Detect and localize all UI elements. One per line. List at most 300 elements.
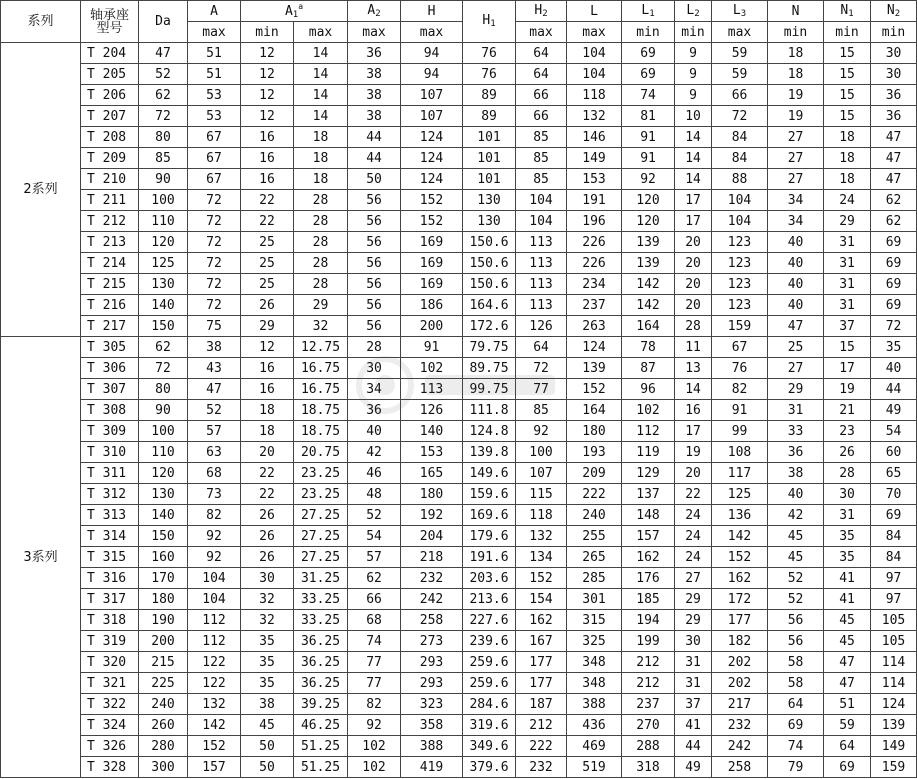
housing-model-cell: T 328 [81, 757, 139, 778]
dimension-cell: 142 [712, 526, 768, 547]
dimension-cell: 29 [675, 589, 712, 610]
header-l2-subscript: 2 [694, 8, 700, 19]
housing-model-cell: T 216 [81, 295, 139, 316]
dimension-cell: 177 [516, 652, 567, 673]
dimension-cell: 142 [622, 274, 675, 295]
dimension-cell: 74 [622, 85, 675, 106]
dimension-cell: 142 [188, 715, 241, 736]
table-row [1, 442, 917, 463]
dimension-cell: 270 [622, 715, 675, 736]
dimension-cell: 22 [675, 484, 712, 505]
dimension-cell: 139.8 [463, 442, 516, 463]
dimension-cell: 62 [871, 211, 917, 232]
dimension-cell: 101 [463, 169, 516, 190]
dimension-cell: 72 [139, 106, 188, 127]
dimension-cell: 27.25 [294, 547, 348, 568]
header-a2-letter: A [367, 2, 376, 18]
dimension-cell: 16.75 [294, 379, 348, 400]
dimension-cell: 242 [401, 589, 463, 610]
dimension-cell: 56 [348, 295, 401, 316]
dimension-cell: 38 [348, 106, 401, 127]
dimension-cell: 25 [768, 337, 824, 358]
dimension-cell: 419 [401, 757, 463, 778]
dimension-cell: 24 [824, 190, 871, 211]
dimension-cell: 26 [241, 526, 294, 547]
dimension-cell: 62 [139, 85, 188, 106]
table-row [1, 148, 917, 169]
dimension-cell: 134 [516, 547, 567, 568]
housing-model-cell: T 322 [81, 694, 139, 715]
header-h2 [516, 1, 567, 22]
dimension-cell: 119 [622, 442, 675, 463]
dimension-cell: 152 [401, 190, 463, 211]
dimension-cell: 150.6 [463, 232, 516, 253]
dimension-cell: 232 [401, 568, 463, 589]
dimension-cell: 42 [768, 505, 824, 526]
dimension-cell: 117 [712, 463, 768, 484]
dimension-cell: 104 [712, 211, 768, 232]
dimension-cell: 26 [241, 505, 294, 526]
dimension-cell: 38 [241, 694, 294, 715]
dimension-cell: 56 [348, 253, 401, 274]
dimension-cell: 97 [871, 589, 917, 610]
dimension-cell: 36 [871, 85, 917, 106]
header-housing-model [81, 1, 139, 43]
dimension-cell: 36 [348, 43, 401, 64]
housing-model-cell: T 210 [81, 169, 139, 190]
dimension-cell: 28 [294, 211, 348, 232]
dimension-cell: 69 [871, 232, 917, 253]
dimension-cell: 150 [139, 526, 188, 547]
dimension-cell: 56 [768, 631, 824, 652]
dimension-cell: 258 [401, 610, 463, 631]
dimension-cell: 72 [712, 106, 768, 127]
dimension-cell: 152 [516, 568, 567, 589]
dimension-cell: 263 [567, 316, 622, 337]
header-l3-letter: L [732, 2, 741, 18]
dimension-cell: 348 [567, 652, 622, 673]
header-l1-letter: L [641, 2, 650, 18]
dimension-cell: 69 [871, 253, 917, 274]
dimension-cell: 379.6 [463, 757, 516, 778]
housing-model-cell: T 321 [81, 673, 139, 694]
dimension-cell: 124 [567, 337, 622, 358]
dimension-cell: 159 [712, 316, 768, 337]
dimension-cell: 159 [871, 757, 917, 778]
dimension-cell: 18 [294, 127, 348, 148]
dimension-cell: 85 [139, 148, 188, 169]
dimension-cell: 31 [675, 673, 712, 694]
header-n1-min: min [824, 22, 871, 43]
header-n2-min: min [871, 22, 917, 43]
table-row [1, 379, 917, 400]
dimension-cell: 30 [675, 631, 712, 652]
table-row [1, 358, 917, 379]
dimension-cell: 24 [675, 547, 712, 568]
dimension-cell: 113 [516, 232, 567, 253]
dimension-cell: 27 [768, 169, 824, 190]
dimension-cell: 68 [348, 610, 401, 631]
dimension-cell: 28 [294, 190, 348, 211]
dimension-cell: 150.6 [463, 274, 516, 295]
dimension-cell: 56 [348, 211, 401, 232]
housing-model-cell: T 309 [81, 421, 139, 442]
dimension-cell: 90 [139, 169, 188, 190]
dimension-cell: 124 [871, 694, 917, 715]
dimension-cell: 51.25 [294, 736, 348, 757]
header-a1 [241, 1, 348, 22]
dimension-cell: 70 [871, 484, 917, 505]
dimension-cell: 85 [516, 400, 567, 421]
header-l1 [622, 1, 675, 22]
dimension-cell: 237 [567, 295, 622, 316]
table-row [1, 295, 917, 316]
dimension-cell: 31 [824, 232, 871, 253]
dimension-cell: 56 [768, 610, 824, 631]
housing-model-cell: T 305 [81, 337, 139, 358]
dimension-cell: 157 [622, 526, 675, 547]
dimension-cell: 212 [516, 715, 567, 736]
dimension-cell: 27 [768, 148, 824, 169]
dimension-cell: 240 [567, 505, 622, 526]
dimension-cell: 319.6 [463, 715, 516, 736]
dimension-cell: 67 [188, 148, 241, 169]
dimension-cell: 200 [139, 631, 188, 652]
dimension-cell: 28 [348, 337, 401, 358]
header-l-max: max [567, 22, 622, 43]
dimension-cell: 82 [188, 505, 241, 526]
header-h1-subscript: 1 [490, 19, 496, 29]
dimension-cell: 30 [871, 64, 917, 85]
dimension-cell: 36.25 [294, 652, 348, 673]
dimension-cell: 150.6 [463, 253, 516, 274]
header-h2-letter: H [534, 2, 543, 18]
dimension-cell: 73 [188, 484, 241, 505]
dimension-cell: 115 [516, 484, 567, 505]
dimension-cell: 29 [294, 295, 348, 316]
dimension-cell: 217 [712, 694, 768, 715]
header-n2 [871, 1, 917, 22]
dimension-cell: 10 [675, 106, 712, 127]
dimension-cell: 72 [188, 232, 241, 253]
dimension-cell: 185 [622, 589, 675, 610]
dimension-cell: 28 [294, 274, 348, 295]
dimension-cell: 152 [567, 379, 622, 400]
dimension-cell: 225 [139, 673, 188, 694]
dimension-cell: 16 [241, 379, 294, 400]
dimension-cell: 137 [622, 484, 675, 505]
dimension-cell: 218 [401, 547, 463, 568]
housing-model-cell: T 208 [81, 127, 139, 148]
dimension-cell: 69 [871, 295, 917, 316]
dimension-cell: 18 [824, 148, 871, 169]
dimension-cell: 66 [712, 85, 768, 106]
dimension-cell: 110 [139, 442, 188, 463]
dimension-cell: 436 [567, 715, 622, 736]
table-row [1, 337, 917, 358]
dimension-cell: 40 [348, 421, 401, 442]
dimension-cell: 12.75 [294, 337, 348, 358]
dimension-cell: 60 [871, 442, 917, 463]
dimension-cell: 25 [241, 253, 294, 274]
dimension-cell: 18 [241, 400, 294, 421]
dimension-cell: 36 [768, 442, 824, 463]
dimension-cell: 66 [348, 589, 401, 610]
dimension-cell: 53 [188, 106, 241, 127]
dimension-cell: 92 [348, 715, 401, 736]
housing-model-cell: T 319 [81, 631, 139, 652]
housing-model-cell: T 314 [81, 526, 139, 547]
dimension-cell: 30 [241, 568, 294, 589]
dimension-cell: 152 [188, 736, 241, 757]
dimension-cell: 40 [768, 274, 824, 295]
dimension-cell: 190 [139, 610, 188, 631]
dimension-cell: 130 [463, 190, 516, 211]
dimension-cell: 104 [188, 568, 241, 589]
dimension-cell: 72 [188, 274, 241, 295]
table-row [1, 547, 917, 568]
dimension-cell: 84 [871, 526, 917, 547]
header-n-min: min [768, 22, 824, 43]
dimension-cell: 45 [768, 526, 824, 547]
dimension-cell: 114 [871, 673, 917, 694]
dimension-cell: 34 [768, 190, 824, 211]
dimension-cell: 18 [824, 169, 871, 190]
dimension-cell: 17 [675, 421, 712, 442]
dimension-cell: 59 [712, 64, 768, 85]
dimension-cell: 100 [139, 421, 188, 442]
header-l3-max: max [712, 22, 768, 43]
dimension-cell: 240 [139, 694, 188, 715]
dimension-cell: 50 [241, 757, 294, 778]
dimension-cell: 18 [241, 421, 294, 442]
dimension-cell: 25 [241, 232, 294, 253]
dimension-cell: 74 [348, 631, 401, 652]
dimension-cell: 125 [139, 253, 188, 274]
dimension-cell: 15 [824, 64, 871, 85]
dimension-cell: 130 [139, 274, 188, 295]
dimension-cell: 20 [241, 442, 294, 463]
dimension-cell: 15 [824, 337, 871, 358]
dimension-cell: 285 [567, 568, 622, 589]
dimension-cell: 80 [139, 127, 188, 148]
dimension-cell: 37 [824, 316, 871, 337]
dimension-cell: 36 [871, 106, 917, 127]
dimension-cell: 14 [294, 85, 348, 106]
table-row [1, 631, 917, 652]
dimension-cell: 66 [516, 106, 567, 127]
dimension-cell: 35 [824, 526, 871, 547]
dimension-cell: 124.8 [463, 421, 516, 442]
dimension-cell: 232 [712, 715, 768, 736]
table-row [1, 694, 917, 715]
table-row [1, 316, 917, 337]
dimension-cell: 108 [712, 442, 768, 463]
dimension-cell: 35 [241, 631, 294, 652]
dimension-cell: 14 [675, 148, 712, 169]
dimension-cell: 170 [139, 568, 188, 589]
dimension-cell: 159.6 [463, 484, 516, 505]
table-row [1, 253, 917, 274]
housing-model-cell: T 313 [81, 505, 139, 526]
dimension-cell: 91 [622, 148, 675, 169]
dimension-cell: 152 [401, 211, 463, 232]
dimension-cell: 17 [675, 211, 712, 232]
dimension-cell: 64 [516, 337, 567, 358]
dimension-cell: 46 [348, 463, 401, 484]
dimension-cell: 31.25 [294, 568, 348, 589]
dimension-cell: 49 [871, 400, 917, 421]
dimension-cell: 388 [567, 694, 622, 715]
dimension-cell: 80 [139, 379, 188, 400]
housing-model-cell: T 307 [81, 379, 139, 400]
dimension-cell: 22 [241, 190, 294, 211]
dimension-cell: 176 [622, 568, 675, 589]
table-row [1, 169, 917, 190]
dimension-cell: 104 [188, 589, 241, 610]
housing-model-cell: T 312 [81, 484, 139, 505]
housing-model-cell: T 206 [81, 85, 139, 106]
dimension-cell: 11 [675, 337, 712, 358]
dimension-cell: 22 [241, 211, 294, 232]
dimension-cell: 112 [188, 631, 241, 652]
dimension-cell: 68 [188, 463, 241, 484]
table-row [1, 589, 917, 610]
dimension-cell: 20 [675, 295, 712, 316]
dimension-cell: 88 [712, 169, 768, 190]
dimension-cell: 84 [712, 127, 768, 148]
dimension-cell: 358 [401, 715, 463, 736]
housing-model-cell: T 317 [81, 589, 139, 610]
dimension-cell: 33 [768, 421, 824, 442]
header-l1-subscript: 1 [649, 8, 655, 19]
dimension-cell: 79 [768, 757, 824, 778]
dimension-cell: 31 [675, 652, 712, 673]
dimension-cell: 67 [712, 337, 768, 358]
dimension-cell: 153 [567, 169, 622, 190]
header-h-max: max [401, 22, 463, 43]
dimension-cell: 15 [824, 106, 871, 127]
dimension-cell: 74 [768, 736, 824, 757]
dimension-cell: 104 [516, 190, 567, 211]
dimension-cell: 85 [516, 169, 567, 190]
dimension-cell: 51 [188, 43, 241, 64]
dimension-cell: 162 [712, 568, 768, 589]
dimension-cell: 167 [516, 631, 567, 652]
table-row [1, 484, 917, 505]
dimension-cell: 69 [622, 64, 675, 85]
dimension-cell: 114 [871, 652, 917, 673]
housing-model-cell: T 320 [81, 652, 139, 673]
dimension-cell: 139 [567, 358, 622, 379]
dimension-cell: 140 [139, 295, 188, 316]
housing-model-cell: T 211 [81, 190, 139, 211]
dimension-cell: 102 [348, 736, 401, 757]
housing-model-cell: T 205 [81, 64, 139, 85]
dimension-cell: 16 [241, 169, 294, 190]
dimension-cell: 180 [567, 421, 622, 442]
dimension-cell: 27.25 [294, 526, 348, 547]
series-label: 2系列 [1, 43, 81, 337]
dimension-cell: 104 [712, 190, 768, 211]
dimension-cell: 53 [188, 85, 241, 106]
dimension-cell: 44 [871, 379, 917, 400]
dimension-cell: 76 [463, 64, 516, 85]
dimension-cell: 14 [675, 127, 712, 148]
dimension-cell: 9 [675, 43, 712, 64]
dimension-cell: 15 [824, 43, 871, 64]
dimension-cell: 148 [622, 505, 675, 526]
header-da: Da [139, 1, 188, 43]
dimension-cell: 44 [675, 736, 712, 757]
dimension-cell: 273 [401, 631, 463, 652]
dimension-cell: 58 [768, 673, 824, 694]
dimension-cell: 32 [241, 610, 294, 631]
dimension-cell: 301 [567, 589, 622, 610]
dimension-cell: 102 [622, 400, 675, 421]
header-housing-model-line1: 轴承座 [89, 7, 129, 23]
dimension-cell: 323 [401, 694, 463, 715]
dimension-cell: 213.6 [463, 589, 516, 610]
table-row [1, 463, 917, 484]
dimension-cell: 64 [516, 64, 567, 85]
dimension-cell: 62 [139, 337, 188, 358]
housing-model-cell: T 308 [81, 400, 139, 421]
dimension-cell: 124 [401, 148, 463, 169]
dimension-cell: 92 [622, 169, 675, 190]
dimension-cell: 255 [567, 526, 622, 547]
dimension-cell: 54 [871, 421, 917, 442]
dimension-cell: 192 [401, 505, 463, 526]
dimension-cell: 77 [348, 652, 401, 673]
dimension-cell: 38 [348, 85, 401, 106]
dimension-cell: 72 [188, 295, 241, 316]
dimension-cell: 28 [294, 232, 348, 253]
dimension-cell: 51.25 [294, 757, 348, 778]
dimension-cell: 91 [401, 337, 463, 358]
dimension-cell: 242 [712, 736, 768, 757]
dimension-cell: 153 [401, 442, 463, 463]
housing-model-cell: T 310 [81, 442, 139, 463]
dimension-cell: 234 [567, 274, 622, 295]
dimension-cell: 72 [188, 211, 241, 232]
dimension-cell: 519 [567, 757, 622, 778]
dimension-cell: 200 [401, 316, 463, 337]
housing-model-cell: T 326 [81, 736, 139, 757]
dimension-cell: 94 [401, 64, 463, 85]
dimension-cell: 12 [241, 85, 294, 106]
dimension-cell: 18 [768, 64, 824, 85]
housing-model-cell: T 204 [81, 43, 139, 64]
dimension-cell: 14 [294, 106, 348, 127]
header-l1-min: min [622, 22, 675, 43]
dimension-cell: 130 [139, 484, 188, 505]
table-row [1, 757, 917, 778]
dimension-cell: 149 [871, 736, 917, 757]
dimension-cell: 47 [188, 379, 241, 400]
housing-model-cell: T 207 [81, 106, 139, 127]
dimension-cell: 199 [622, 631, 675, 652]
dimension-cell: 35 [824, 547, 871, 568]
dimension-cell: 35 [871, 337, 917, 358]
dimension-cell: 179.6 [463, 526, 516, 547]
dimension-cell: 84 [712, 148, 768, 169]
dimension-cell: 162 [516, 610, 567, 631]
dimension-cell: 177 [712, 610, 768, 631]
dimension-cell: 139 [622, 232, 675, 253]
dimension-cell: 50 [241, 736, 294, 757]
dimension-cell: 29 [768, 379, 824, 400]
